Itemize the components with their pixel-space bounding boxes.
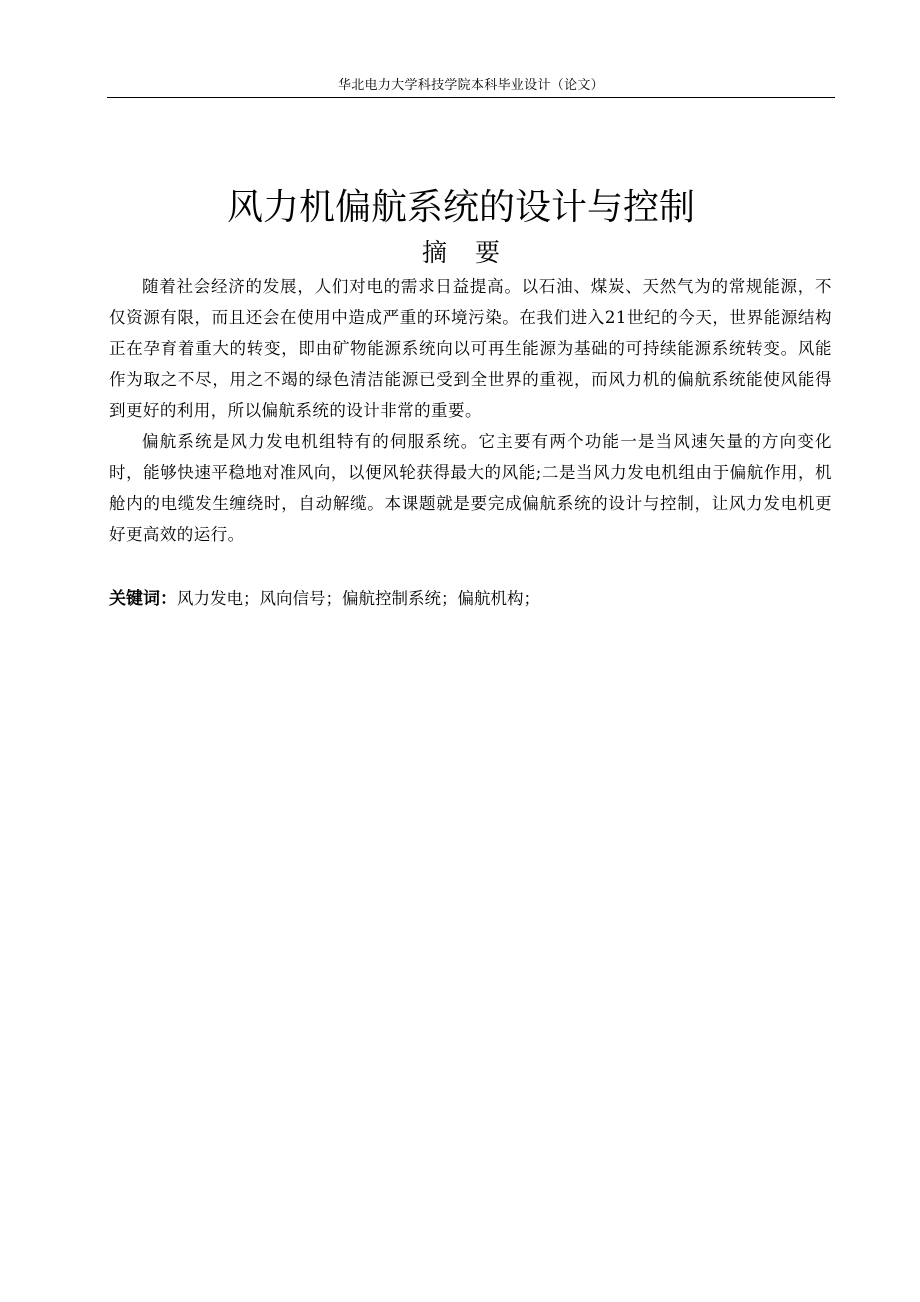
abstract-paragraph: 随着社会经济的发展，人们对电的需求日益提高。以石油、煤炭、天然气为的常规能源，不仅资源有限，而且还会在使用中造成严重的环境污染。在我们进入21世纪的今天，世界能源结构正在孕育着重大的转变，即由矿物能源系统向以可再生能源为基础的可持续能源系统转变。风能作为取之不尽，用之不竭的绿色清洁能源已受到全世界的重视，而风力机的偏航系统能使风能得到更好的利用，所以偏航系统的设计非常的重要。 bbox=[109, 277, 832, 420]
header-divider bbox=[107, 97, 835, 98]
abstract-heading: 摘要 bbox=[421, 238, 528, 267]
abstract-paragraph: 偏航系统是风力发电机组特有的伺服系统。它主要有两个功能一是当风速矢量的方向变化时，能够快速平稳地对准风向，以便风轮获得最大的风能;二是当风力发电机组由于偏航作用，机舱内的电缆发生缠绕时，自动解缆。本课题就是要完成偏航系统的设计与控制，让风力发电机更好更高效的运行。 bbox=[109, 432, 832, 544]
abstract-body bbox=[109, 271, 832, 550]
keywords-list: 风力发电；风向信号；偏航控制系统；偏航机构； bbox=[177, 589, 540, 608]
document-title: 风力机偏航系统的设计与控制 bbox=[226, 187, 695, 229]
keywords-line bbox=[109, 585, 832, 613]
keywords-label: 关键词： bbox=[109, 589, 177, 609]
running-header: 华北电力大学科技学院本科毕业设计（论文） bbox=[337, 78, 604, 93]
